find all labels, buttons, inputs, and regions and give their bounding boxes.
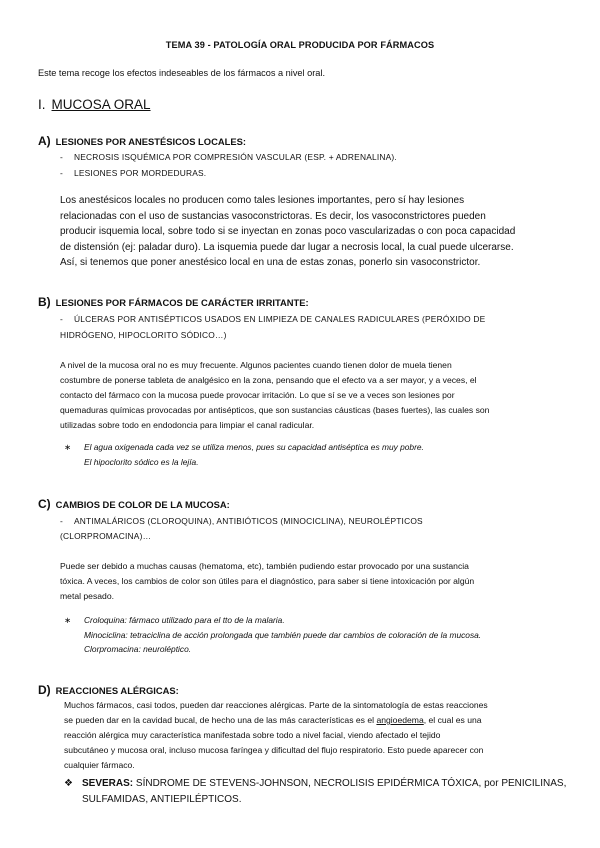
subsection-b-heading: B) LESIONES POR FÁRMACOS DE CARÁCTER IRRITANTE: [38, 295, 309, 309]
angioedema-term: angioedema [376, 715, 424, 725]
section-title: MUCOSA ORAL [51, 97, 151, 112]
bullet-item-continued: (CLORPROMACINA)… [60, 531, 152, 541]
section-number: I. [38, 97, 46, 112]
bullet-item: - ÚLCERAS POR ANTISÉPTICOS USADOS EN LIMPIEZA DE CANALES RADICULARES (PERÓXIDO DE [60, 314, 486, 324]
paragraph: Muchos fármacos, casi todos, pueden dar reacciones alérgicas. Parte de la sintomatología de estas reacciones se pueden dar en la cavidad bucal, de hecho una de las más características es el angioedema, el cual es una reacción alérgica muy característica manifestada sobre todo a nivel facial, viendo afectado el tejido subcutáneo y mucosa oral, incluso mucosa faríngea y dificultad del flujo respiratorio. Esto puede aparecer con cualquier fármaco. [64, 700, 488, 770]
bullet-item: - ANTIMALÁRICOS (CLOROQUINA), ANTIBIÓTICOS (MINOCICLINA), NEUROLÉPTICOS [60, 516, 423, 526]
subsection-d-heading: D) REACCIONES ALÉRGICAS: [38, 683, 179, 697]
subsection-a-heading: A) LESIONES POR ANESTÉSICOS LOCALES: [38, 134, 246, 148]
page-title: TEMA 39 - PATOLOGÍA ORAL PRODUCIDA POR FÁRMACOS [165, 40, 435, 50]
diamond-bullet-icon: ❖ [64, 778, 73, 789]
subsection-c-heading: C) CAMBIOS DE COLOR DE LA MUCOSA: [38, 497, 230, 511]
bullet-item: - NECROSIS ISQUÉMICA POR COMPRESIÓN VASCULAR (ESP. + ADRENALINA). [60, 152, 397, 162]
section-heading [38, 97, 151, 112]
paragraph: A nivel de la mucosa oral no es muy frecuente. Algunos pacientes cuando tienen dolor de muela tienen costumbre de ponerse tableta de analgésico en la zona, pensando que el efecto va a ser mayor, y a veces, el contacto del fármaco con la mucosa puede provocar irritación. Lo que sí se ve a veces son lesiones por quemaduras químicas provocadas por antisépticos, que son sustancias cáusticas (bases fuertes), las cuales son utilizadas sobre todo en endodoncia para limpiar el canal radicular. [60, 360, 490, 430]
paragraph: Puede ser debido a muchas causas (hematoma, etc), también pudiendo estar provocado por una sustancia tóxica. A veces, los cambios de color son útiles para el diagnóstico, para saber si tiene intoxicación por algún metal pesado. [60, 561, 475, 601]
severas-block: ❖ SEVERAS: SÍNDROME DE STEVENS-JOHNSON, NECROLISIS EPIDÉRMICA TÓXICA, por PENICILINAS, SULFAMIDAS, ANTIEPILÉPTICOS. [64, 778, 567, 805]
bullet-item-continued: HIDRÓGENO, HIPOCLORITO SÓDICO…) [60, 330, 227, 340]
note-block: ∗ Croloquina: fármaco utilizado para el tto de la malaria. Minociclina: tetraciclina de acción prolongada que también puede dar cambios de coloración de la mucosa. Clorpromacina: neuroléptico. [64, 615, 482, 654]
bullet-item: - LESIONES POR MORDEDURAS. [60, 168, 207, 178]
paragraph: Los anestésicos locales no producen como tales lesiones importantes, pero sí hay lesiones relacionadas con el uso de sustancias vasoconstrictoras. Es decir, los vasoconstrictores pueden producir isquemia local, sobre todo si se inyectan en zonas poco vascularizadas o con poca capacidad de distensión (ej: paladar duro). La isquemia puede dar lugar a necrosis local, la cual puede ulcerarse. Así, si tenemos que poner anestésico local en una de estas zonas, ponerlo sin vasoconstrictor. [60, 195, 516, 268]
note-block: ∗ El agua oxigenada cada vez se utiliza menos, pues su capacidad antiséptica es muy pobre. El hipoclorito sódico es la lejía. [64, 442, 424, 467]
intro-text: Este tema recoge los efectos indeseables de los fármacos a nivel oral. [38, 68, 326, 78]
